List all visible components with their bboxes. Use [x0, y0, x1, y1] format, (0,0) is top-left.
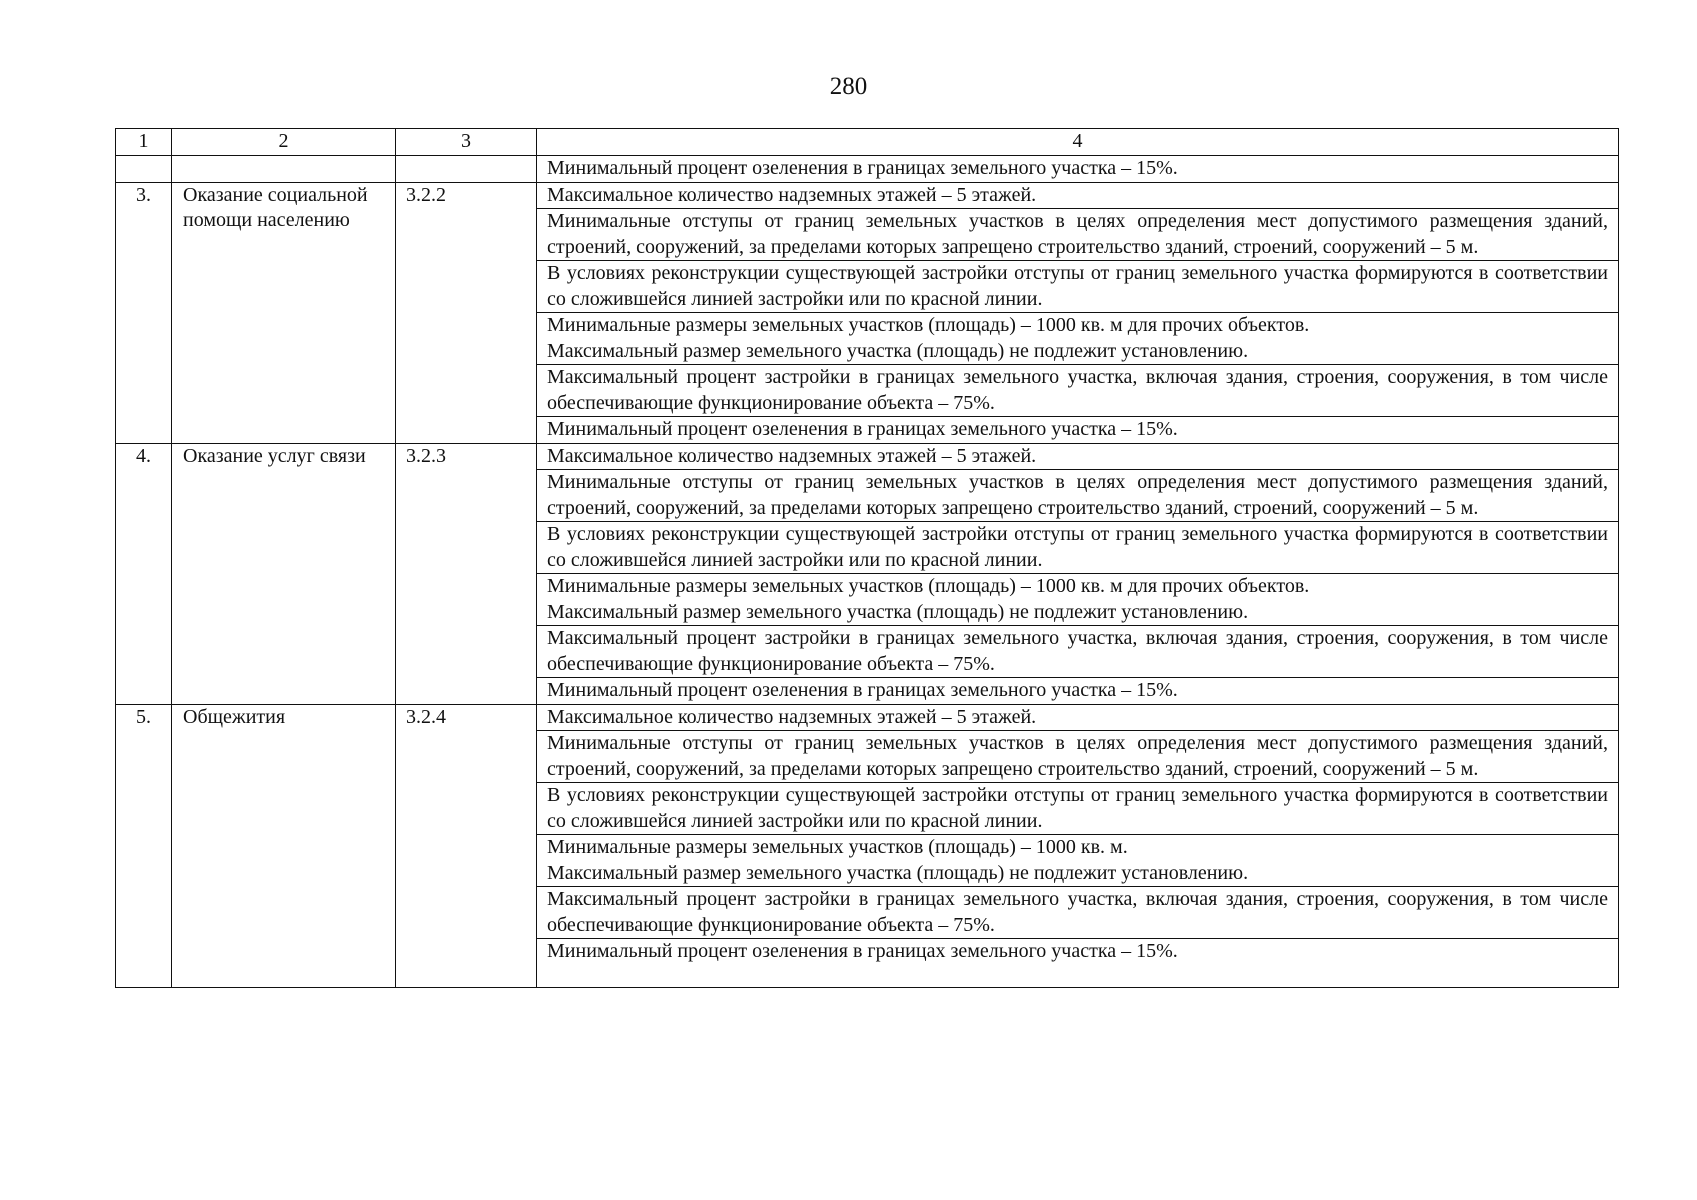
param-max-floors: Максимальное количество надземных этажей – 5 этажей. — [537, 704, 1619, 731]
row-number: 3. — [116, 182, 172, 443]
param-min-setbacks: Минимальные отступы от границ земельных участков в целях определения мест допустимого размещения зданий, строений, сооружений, за пределами которых запрещено строительство зданий, строений, сооружений – 5 м. — [537, 731, 1619, 783]
param-min-setbacks: Минимальные отступы от границ земельных участков в целях определения мест допустимого размещения зданий, строений, сооружений, за пределами которых запрещено строительство зданий, строений, сооружений – 5 м. — [537, 209, 1619, 261]
page-number: 280 — [829, 73, 868, 100]
carryover-name-cell — [172, 156, 396, 183]
carryover-row — [116, 156, 1619, 183]
row-number: 5. — [116, 704, 172, 988]
param-max-coverage: Максимальный процент застройки в границах земельного участка, включая здания, строения, сооружения, в том числе обеспечивающие функционирование объекта – 75%. — [537, 365, 1619, 417]
param-max-plot-size: Максимальный размер земельного участка (площадь) не подлежит установлению. — [547, 339, 1249, 362]
param-reconstruction-setbacks: В условиях реконструкции существующей застройки отступы от границ земельного участка формируются в соответствии со сложившейся линией застройки или по красной линии. — [537, 783, 1619, 835]
param-max-coverage: Максимальный процент застройки в границах земельного участка, включая здания, строения, сооружения, в том числе обеспечивающие функционирование объекта – 75%. — [537, 887, 1619, 939]
param-plot-size — [537, 574, 1619, 626]
header-col-1: 1 — [116, 129, 172, 156]
land-use-code: 3.2.4 — [396, 704, 537, 988]
land-use-code: 3.2.3 — [396, 443, 537, 704]
param-max-plot-size: Максимальный размер земельного участка (площадь) не подлежит установлению. — [547, 861, 1249, 884]
param-min-plot-size: Минимальные размеры земельных участков (площадь) – 1000 кв. м для прочих объектов. — [547, 575, 1310, 597]
carryover-number-cell — [116, 156, 172, 183]
table-row — [116, 704, 1619, 731]
land-use-name: Оказание услуг связи — [172, 443, 396, 704]
land-use-regulations-table — [115, 128, 1619, 988]
param-max-coverage: Максимальный процент застройки в границах земельного участка, включая здания, строения, сооружения, в том числе обеспечивающие функционирование объекта – 75%. — [537, 626, 1619, 678]
land-use-name: Общежития — [172, 704, 396, 988]
table-row — [116, 443, 1619, 470]
param-max-floors: Максимальное количество надземных этажей – 5 этажей. — [537, 182, 1619, 209]
row-number: 4. — [116, 443, 172, 704]
param-max-plot-size: Максимальный размер земельного участка (площадь) не подлежит установлению. — [547, 600, 1249, 623]
param-min-setbacks: Минимальные отступы от границ земельных участков в целях определения мест допустимого размещения зданий, строений, сооружений, за пределами которых запрещено строительство зданий, строений, сооружений – 5 м. — [537, 470, 1619, 522]
table-row — [116, 182, 1619, 209]
param-min-plot-size: Минимальные размеры земельных участков (площадь) – 1000 кв. м для прочих объектов. — [547, 314, 1310, 336]
param-plot-size — [537, 835, 1619, 887]
param-plot-size — [537, 313, 1619, 365]
param-min-greenery: Минимальный процент озеленения в границах земельного участка – 15%. — [537, 939, 1619, 988]
land-use-name: Оказание социальной помощи населению — [172, 182, 396, 443]
param-min-plot-size: Минимальные размеры земельных участков (площадь) – 1000 кв. м. — [547, 836, 1128, 858]
param-reconstruction-setbacks: В условиях реконструкции существующей застройки отступы от границ земельного участка формируются в соответствии со сложившейся линией застройки или по красной линии. — [537, 522, 1619, 574]
param-reconstruction-setbacks: В условиях реконструкции существующей застройки отступы от границ земельного участка формируются в соответствии со сложившейся линией застройки или по красной линии. — [537, 261, 1619, 313]
header-col-4: 4 — [537, 129, 1619, 156]
header-col-2: 2 — [172, 129, 396, 156]
carryover-param-cell: Минимальный процент озеленения в границах земельного участка – 15%. — [537, 156, 1619, 183]
param-max-floors: Максимальное количество надземных этажей – 5 этажей. — [537, 443, 1619, 470]
param-min-greenery: Минимальный процент озеленения в границах земельного участка – 15%. — [537, 678, 1619, 705]
column-number-header-row — [116, 129, 1619, 156]
carryover-code-cell — [396, 156, 537, 183]
land-use-code: 3.2.2 — [396, 182, 537, 443]
header-col-3: 3 — [396, 129, 537, 156]
param-min-greenery: Минимальный процент озеленения в границах земельного участка – 15%. — [537, 417, 1619, 444]
